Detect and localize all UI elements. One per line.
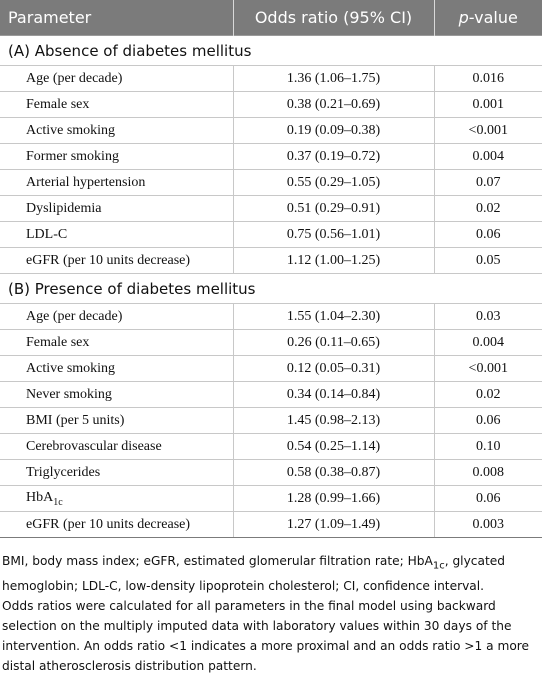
parameter-text: eGFR (per 10 units decrease): [26, 516, 191, 532]
parameter-text: BMI (per 5 units): [26, 412, 125, 428]
cell-parameter: [0, 118, 233, 144]
footnote-abbreviations: [2, 551, 540, 596]
cell-p-value: 0.016: [434, 66, 542, 92]
cell-odds-ratio: 0.58 (0.38–0.87): [233, 460, 434, 486]
parameter-text: Female sex: [26, 334, 90, 350]
cell-odds-ratio: 0.75 (0.56–1.01): [233, 222, 434, 248]
parameter-text: HbA: [26, 489, 54, 505]
cell-odds-ratio: 1.28 (0.99–1.66): [233, 486, 434, 512]
header-p-value: [434, 0, 542, 36]
table-row: [0, 92, 542, 118]
cell-p-value: <0.001: [434, 356, 542, 382]
table-row: [0, 196, 542, 222]
table-row: [0, 356, 542, 382]
parameter-text: LDL-C: [26, 226, 68, 242]
cell-parameter: [0, 330, 233, 356]
table-header-row: [0, 0, 542, 36]
cell-p-value: 0.06: [434, 408, 542, 434]
cell-p-value: 0.004: [434, 144, 542, 170]
cell-parameter: [0, 92, 233, 118]
parameter-text: Age (per decade): [26, 308, 123, 324]
cell-p-value: 0.10: [434, 434, 542, 460]
cell-parameter: [0, 196, 233, 222]
cell-odds-ratio: 0.54 (0.25–1.14): [233, 434, 434, 460]
cell-odds-ratio: 0.55 (0.29–1.05): [233, 170, 434, 196]
table-row: [0, 434, 542, 460]
cell-p-value: 0.004: [434, 330, 542, 356]
parameter-text: Dyslipidemia: [26, 200, 102, 216]
table-row: [0, 222, 542, 248]
section-header-row: [0, 36, 542, 66]
table-row: [0, 382, 542, 408]
parameter-text: Active smoking: [26, 122, 116, 138]
cell-parameter: [0, 222, 233, 248]
cell-parameter: [0, 408, 233, 434]
section-title: (B) Presence of diabetes mellitus: [0, 274, 542, 304]
cell-odds-ratio: 1.27 (1.09–1.49): [233, 512, 434, 538]
section-header-row: [0, 274, 542, 304]
cell-p-value: 0.008: [434, 460, 542, 486]
parameter-text: Triglycerides: [26, 464, 101, 480]
table-row: [0, 408, 542, 434]
cell-odds-ratio: 1.36 (1.06–1.75): [233, 66, 434, 92]
cell-parameter: [0, 486, 233, 512]
cell-p-value: 0.001: [434, 92, 542, 118]
cell-parameter: [0, 304, 233, 330]
cell-p-value: 0.06: [434, 222, 542, 248]
parameter-text: Active smoking: [26, 360, 116, 376]
header-odds-ratio: Odds ratio (95% CI): [233, 0, 434, 36]
table-row: [0, 66, 542, 92]
cell-odds-ratio: 0.26 (0.11–0.65): [233, 330, 434, 356]
cell-odds-ratio: 0.37 (0.19–0.72): [233, 144, 434, 170]
footnote-abbr-part-b: , glycated hemoglobin; LDL-C, low-density lipoprotein cholesterol; CI, confidence interval.: [2, 554, 505, 594]
table-row: [0, 248, 542, 274]
table-row: [0, 170, 542, 196]
parameter-text: Female sex: [26, 96, 90, 112]
section-title: (A) Absence of diabetes mellitus: [0, 36, 542, 66]
footnote-text: Odds ratios were calculated for all parameters in the final model using backward selection on the multiply imputed data with laboratory values within 30 days of the intervention. An odds ratio <1 indicates a more proximal and an odds ratio >1 a more distal atherosclerosis distribution pattern.: [2, 599, 530, 674]
table-row: [0, 512, 542, 538]
cell-odds-ratio: 0.34 (0.14–0.84): [233, 382, 434, 408]
table-footnote: [2, 551, 540, 676]
cell-odds-ratio: 0.51 (0.29–0.91): [233, 196, 434, 222]
cell-parameter: [0, 356, 233, 382]
parameter-text: Arterial hypertension: [26, 174, 146, 190]
cell-parameter: [0, 434, 233, 460]
table-row: [0, 118, 542, 144]
cell-p-value: 0.02: [434, 196, 542, 222]
cell-p-value: 0.05: [434, 248, 542, 274]
header-p-suffix: -value: [468, 8, 518, 27]
cell-parameter: [0, 512, 233, 538]
cell-p-value: <0.001: [434, 118, 542, 144]
table-row: [0, 460, 542, 486]
cell-odds-ratio: 1.12 (1.00–1.25): [233, 248, 434, 274]
table-row: [0, 330, 542, 356]
header-parameter: Parameter: [0, 0, 233, 36]
cell-parameter: [0, 66, 233, 92]
table-row: [0, 144, 542, 170]
parameter-text: Age (per decade): [26, 70, 123, 86]
header-p-letter: p: [458, 8, 469, 27]
cell-p-value: 0.02: [434, 382, 542, 408]
parameter-text: Cerebrovascular disease: [26, 438, 162, 454]
cell-odds-ratio: 0.12 (0.05–0.31): [233, 356, 434, 382]
cell-odds-ratio: 0.19 (0.09–0.38): [233, 118, 434, 144]
cell-parameter: [0, 460, 233, 486]
parameter-text: eGFR (per 10 units decrease): [26, 252, 191, 268]
cell-parameter: [0, 382, 233, 408]
parameter-text: Former smoking: [26, 148, 119, 164]
cell-p-value: 0.06: [434, 486, 542, 512]
footnote-abbr-part-a: BMI, body mass index; eGFR, estimated glomerular filtration rate; HbA: [2, 554, 433, 568]
cell-parameter: [0, 248, 233, 274]
parameter-text: Never smoking: [26, 386, 112, 402]
footnote-abbr-sub: 1c: [432, 560, 445, 572]
cell-parameter: [0, 144, 233, 170]
cell-p-value: 0.003: [434, 512, 542, 538]
cell-odds-ratio: 1.55 (1.04–2.30): [233, 304, 434, 330]
cell-p-value: 0.07: [434, 170, 542, 196]
parameter-subscript: 1c: [53, 496, 63, 508]
cell-odds-ratio: 0.38 (0.21–0.69): [233, 92, 434, 118]
table-body: [0, 36, 542, 538]
table-row: [0, 304, 542, 330]
cell-parameter: [0, 170, 233, 196]
table-row: [0, 486, 542, 512]
cell-p-value: 0.03: [434, 304, 542, 330]
cell-odds-ratio: 1.45 (0.98–2.13): [233, 408, 434, 434]
